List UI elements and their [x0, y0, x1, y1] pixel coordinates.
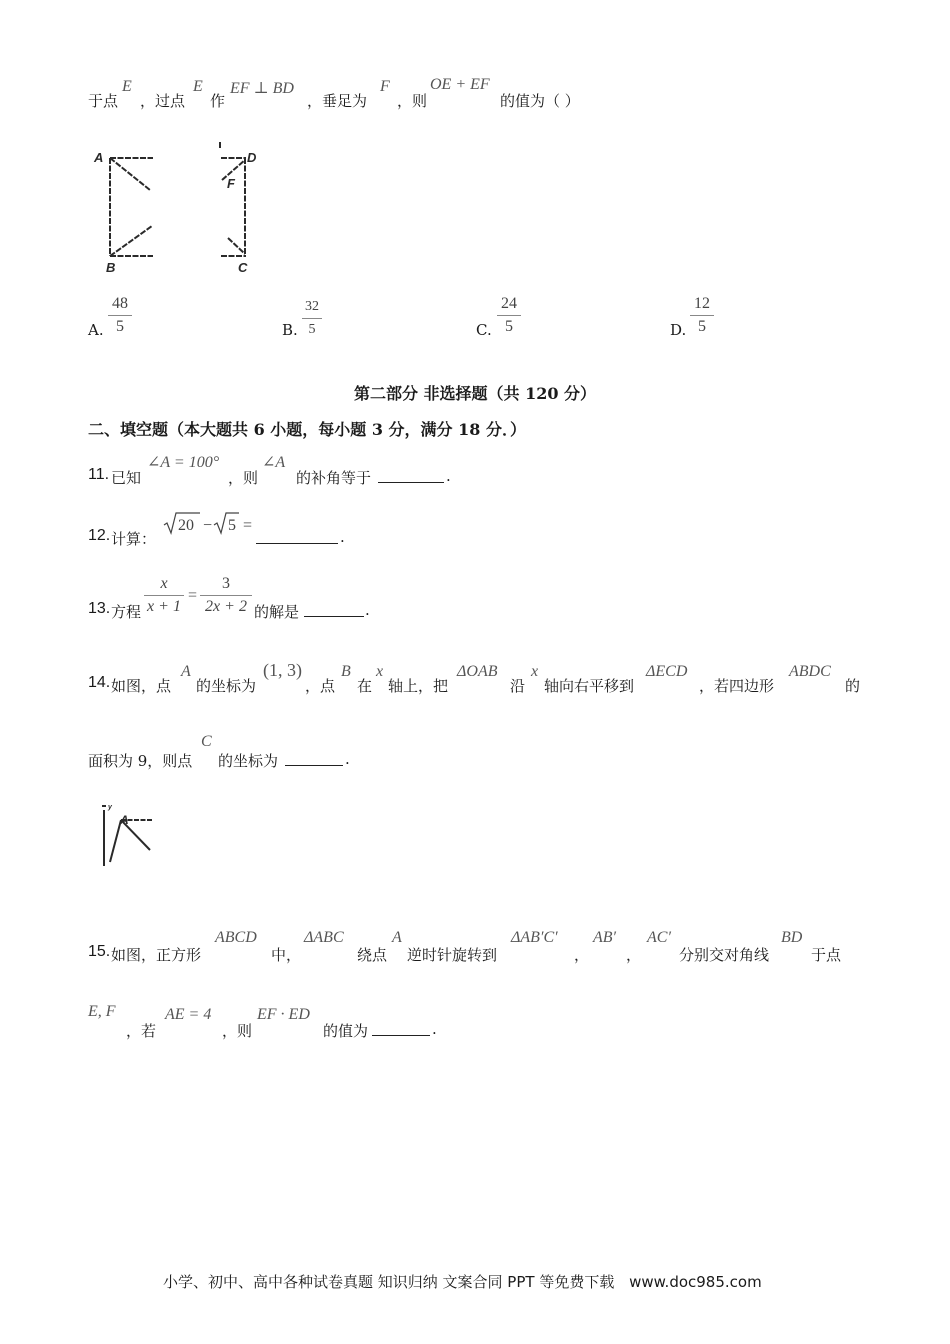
q13-fraction-left — [144, 575, 184, 616]
q15-line2-text-2: ，则 — [222, 1022, 253, 1040]
q14-math-5: ΔOAB — [457, 663, 498, 680]
q12-radicand-2: 5 — [228, 517, 236, 534]
q13-text-1: 方程 — [111, 603, 142, 621]
q15-answer-blank[interactable] — [372, 1021, 430, 1036]
q15-line2-math-1: E, F — [88, 1003, 116, 1020]
q13-numerator-1: x — [160, 575, 168, 592]
option-c-denominator: 5 — [505, 318, 513, 335]
option-a-denominator: 5 — [116, 318, 124, 335]
q11-answer-blank[interactable] — [378, 468, 444, 483]
q10-math-3: EF ⊥ BD — [230, 80, 294, 97]
q15-text-2: 中， — [271, 946, 302, 964]
q10-text-4: ，垂足为 — [307, 92, 368, 110]
q14-text-1: 如图，点 — [111, 677, 172, 695]
q13-number: 13. — [88, 600, 111, 617]
option-a-label: A. — [88, 321, 104, 339]
q14-line2-text-2: 的坐标为 — [218, 752, 279, 770]
q15-line2-text-3: 的值为 — [323, 1022, 369, 1040]
q14-math-1: A — [181, 663, 191, 680]
q15-math-7: BD — [781, 929, 803, 946]
part2-title: 第二部分 非选择题（共 120 分） — [353, 384, 597, 403]
q14-math-6: x — [531, 663, 539, 680]
q12-number: 12. — [88, 527, 111, 544]
figure-diag-bd — [110, 226, 152, 256]
option-d-label: D. — [670, 321, 687, 339]
q14-text-4: 在 — [357, 677, 373, 695]
q10-text-3: 作 — [210, 92, 226, 110]
q14-text-9: 的 — [845, 677, 861, 695]
q15-text-3: 绕点 — [357, 946, 388, 964]
q14-text-2: 的坐标为 — [196, 677, 257, 695]
q10-math-4: F — [380, 78, 390, 95]
q12-text-1: 计算： — [111, 530, 157, 548]
q14-text-8: ，若四边形 — [699, 677, 775, 695]
q13-equals: = — [188, 587, 198, 604]
figure-label-f: F — [227, 176, 235, 191]
footer — [163, 1271, 762, 1292]
q14-line2-math-1: C — [201, 733, 212, 750]
figure-label-b: B — [106, 260, 116, 275]
q12-end: . — [340, 528, 345, 546]
option-b-denominator: 5 — [308, 322, 316, 337]
q14-number: 14. — [88, 674, 111, 691]
q14-math-8: ABDC — [789, 663, 831, 680]
figure-diag-ac — [110, 158, 150, 190]
q11-text-3: 的补角等于 — [296, 469, 372, 487]
option-d-denominator: 5 — [698, 318, 706, 335]
q10-text-5: ，则 — [397, 92, 428, 110]
q13-denominator-2: 2x + 2 — [205, 598, 247, 615]
q12-radicand-1: 20 — [178, 517, 194, 534]
section2-title: 二、填空题（本大题共 6 小题，每小题 3 分，满分 18 分．） — [88, 420, 526, 439]
q14-answer-blank[interactable] — [285, 751, 343, 766]
q15-text-5: ， — [574, 946, 590, 964]
q15-text-4: 逆时针旋转到 — [407, 946, 498, 964]
q14-math-2: (1, 3) — [263, 660, 302, 680]
q14-line2-text-1: 面积为 9，则点 — [88, 752, 193, 770]
option-b-label: B. — [282, 321, 298, 339]
option-b-fraction — [302, 298, 322, 339]
q13-denominator-1: x + 1 — [147, 598, 181, 615]
q12-minus: − — [203, 517, 213, 534]
q15-line2-text-1: ，若 — [126, 1022, 157, 1040]
q13-fraction-right — [200, 575, 252, 616]
q15-math-2: ΔABC — [304, 929, 344, 946]
option-b-numerator: 32 — [305, 299, 319, 314]
q14-text-5: 轴上，把 — [388, 677, 449, 695]
figure-label-c: C — [238, 260, 248, 275]
q10-figure — [88, 138, 268, 278]
q10-text-2: ，过点 — [140, 92, 186, 110]
option-a-numerator: 48 — [112, 295, 128, 312]
figure-label-d: D — [247, 150, 257, 165]
q10-math-2: E — [193, 78, 203, 95]
q15-math-4: ΔAB′C′ — [511, 929, 558, 946]
q10-math-5: OE + EF — [430, 76, 490, 93]
option-c-fraction — [497, 295, 521, 336]
q14-math-3: B — [341, 663, 351, 680]
q12-equals: = — [243, 517, 253, 534]
q11-text-2: ，则 — [228, 469, 259, 487]
q14-end: . — [345, 750, 350, 768]
q10-math-1: E — [122, 78, 132, 95]
option-c-label: C. — [476, 321, 492, 339]
q14-text-6: 沿 — [510, 677, 526, 695]
q14-text-7: 轴向右平移到 — [544, 677, 635, 695]
q12-answer-blank[interactable] — [256, 529, 338, 544]
q15-text-1: 如图，正方形 — [111, 946, 202, 964]
figure-diag-ac-end — [228, 238, 245, 254]
option-d-numerator: 12 — [694, 295, 710, 312]
q15-line2-math-3: EF · ED — [257, 1006, 310, 1023]
q11-text-1: 已知 — [111, 469, 142, 487]
footer-text: 小学、初中、高中各种试卷真题 知识归纳 文案合同 PPT 等免费下载 — [163, 1273, 615, 1291]
q13-answer-blank[interactable] — [304, 602, 364, 617]
q15-number: 15. — [88, 943, 111, 960]
q15-text-7: 分别交对角线 — [679, 946, 770, 964]
q13-end: . — [365, 601, 370, 619]
q15-text-6: ， — [626, 946, 642, 964]
option-a-fraction — [108, 295, 132, 336]
q11-number: 11. — [88, 466, 110, 483]
q10-text-1: 于点 — [88, 92, 119, 110]
q14-figure — [100, 800, 160, 870]
figure-label-y: y — [108, 804, 112, 811]
figure-label-a: A — [94, 150, 104, 165]
q15-math-6: AC′ — [647, 929, 671, 946]
footer-url[interactable]: www.doc985.com — [629, 1273, 762, 1291]
q14-text-3: ，点 — [305, 677, 336, 695]
figure-label-a2: A — [120, 813, 129, 827]
q15-line2-math-2: AE = 4 — [165, 1006, 212, 1023]
q15-text-8: 于点 — [811, 946, 842, 964]
q14-math-4: x — [376, 663, 384, 680]
q15-math-3: A — [392, 929, 402, 946]
q13-text-2: 的解是 — [254, 603, 300, 621]
q12-expression — [162, 510, 258, 536]
q11-end: . — [446, 467, 451, 485]
q11-math-1: ∠A = 100° — [147, 454, 220, 471]
q15-end: . — [432, 1020, 437, 1038]
q10-text-6: 的值为（ ） — [500, 92, 580, 110]
q14-math-7: ΔECD — [646, 663, 688, 680]
option-d-fraction — [690, 295, 714, 336]
q15-math-1: ABCD — [215, 929, 257, 946]
q15-math-5: AB′ — [593, 929, 617, 946]
q13-numerator-2: 3 — [222, 575, 230, 592]
option-c-numerator: 24 — [501, 295, 517, 312]
q11-math-2: ∠A — [262, 454, 286, 471]
